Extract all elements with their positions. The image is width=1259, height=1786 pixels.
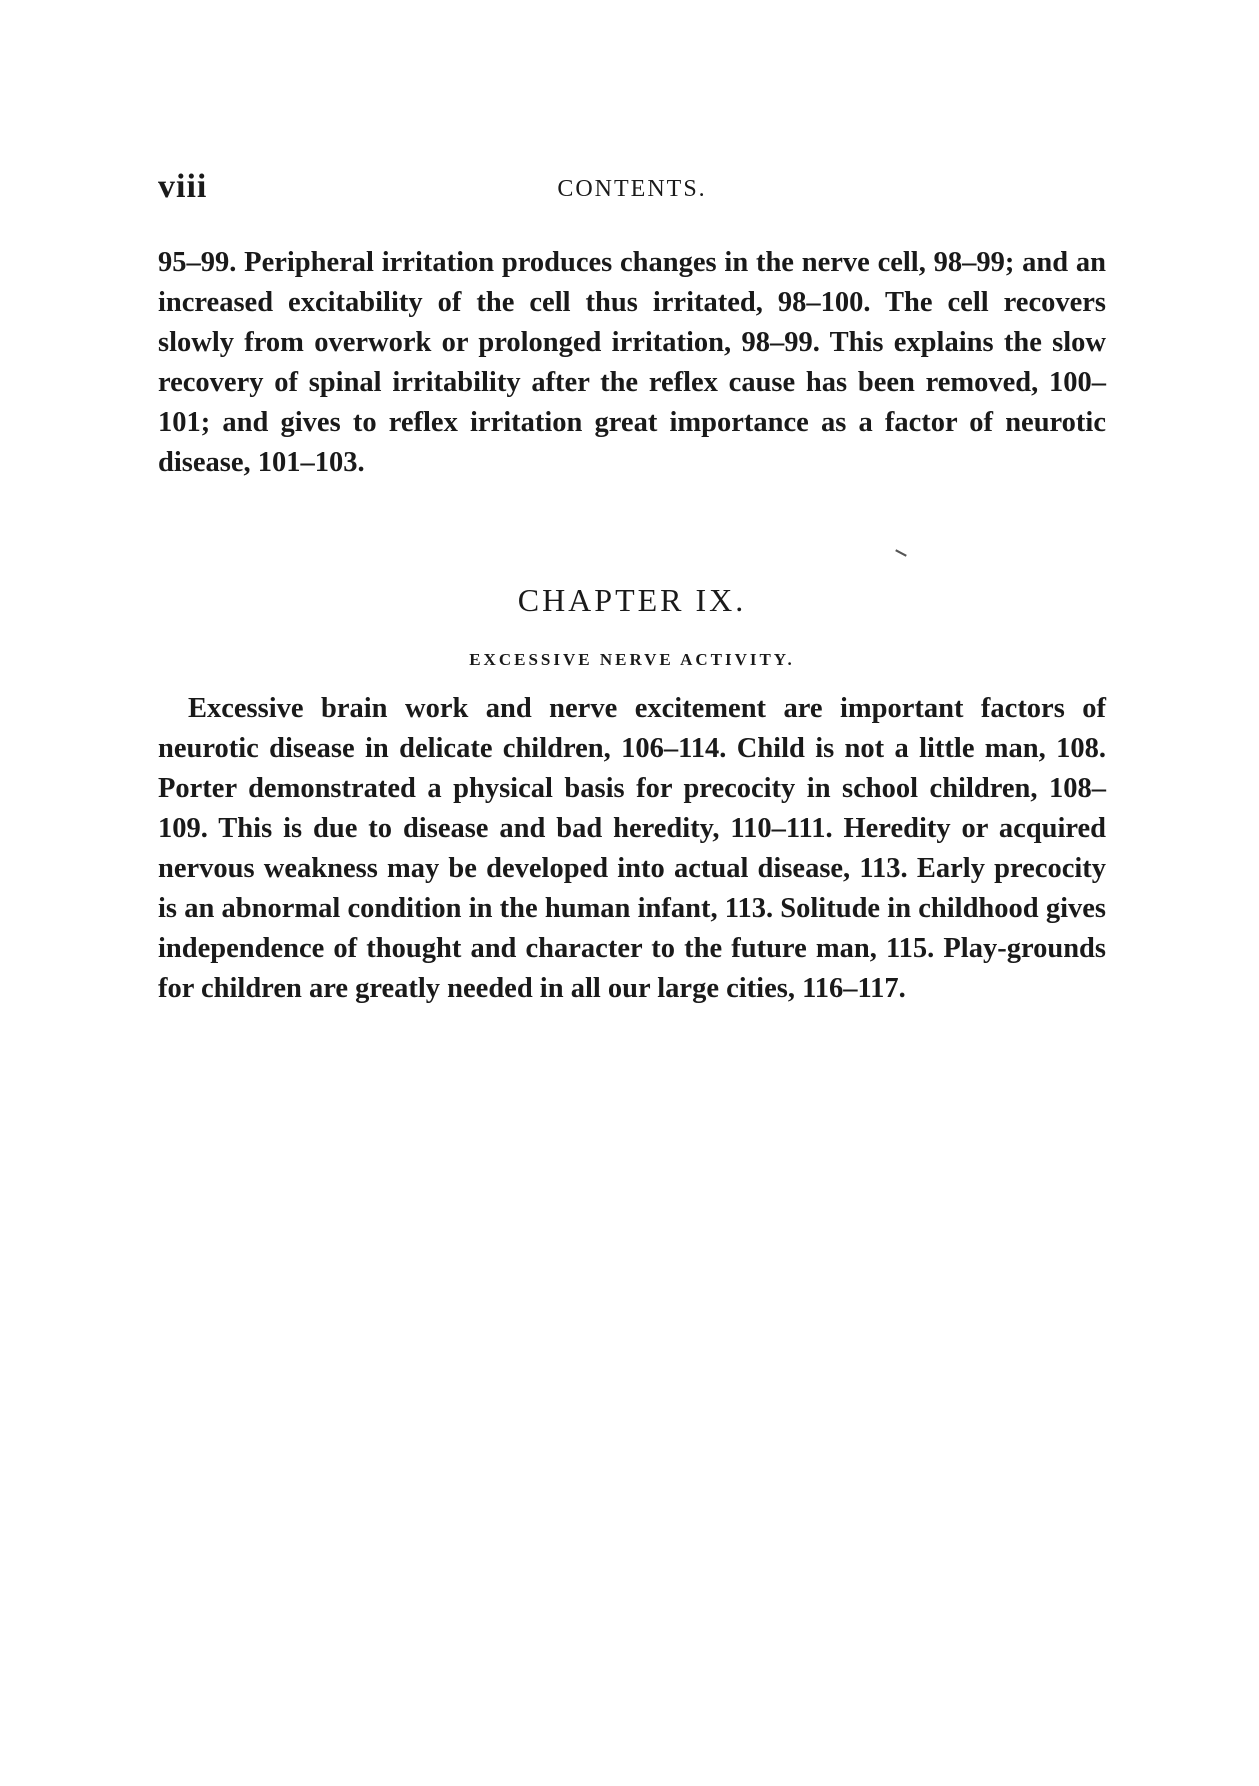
stray-print-mark	[895, 549, 907, 556]
running-head: CONTENTS.	[557, 176, 707, 202]
contents-paragraph-continued: 95–99. Peripheral irritation produces changes in the nerve cell, 98–99; and an increased excitability of the cell thus irritated, 98–100. The cell recovers slowly from overwork or prolonged irritation, 98–99. This explains the slow recovery of spinal irritability after the reflex cause has been removed, 100–101; and gives to reflex irritation great importance as a factor of neurotic disease, 101–103.	[158, 247, 1106, 478]
page-header	[158, 164, 1106, 210]
chapter-heading: CHAPTER IX.	[517, 582, 747, 618]
chapter-subtitle: EXCESSIVE NERVE ACTIVITY.	[469, 650, 795, 669]
page-number: viii	[158, 168, 208, 205]
chapter-summary-paragraph: Excessive brain work and nerve excitement are important factors of neurotic disease in delicate children, 106–114. Child is not a little man, 108. Porter demonstrated a physical basis for precocity in school children, 108–109. This is due to disease and bad heredity, 110–111. Heredity or acquired nervous weakness may be developed into actual disease, 113. Early precocity is an abnormal condition in the human infant, 113. Solitude in childhood gives independence of thought and character to the future man, 115. Play-grounds for children are greatly needed in all our large cities, 116–117.	[158, 693, 1106, 1004]
